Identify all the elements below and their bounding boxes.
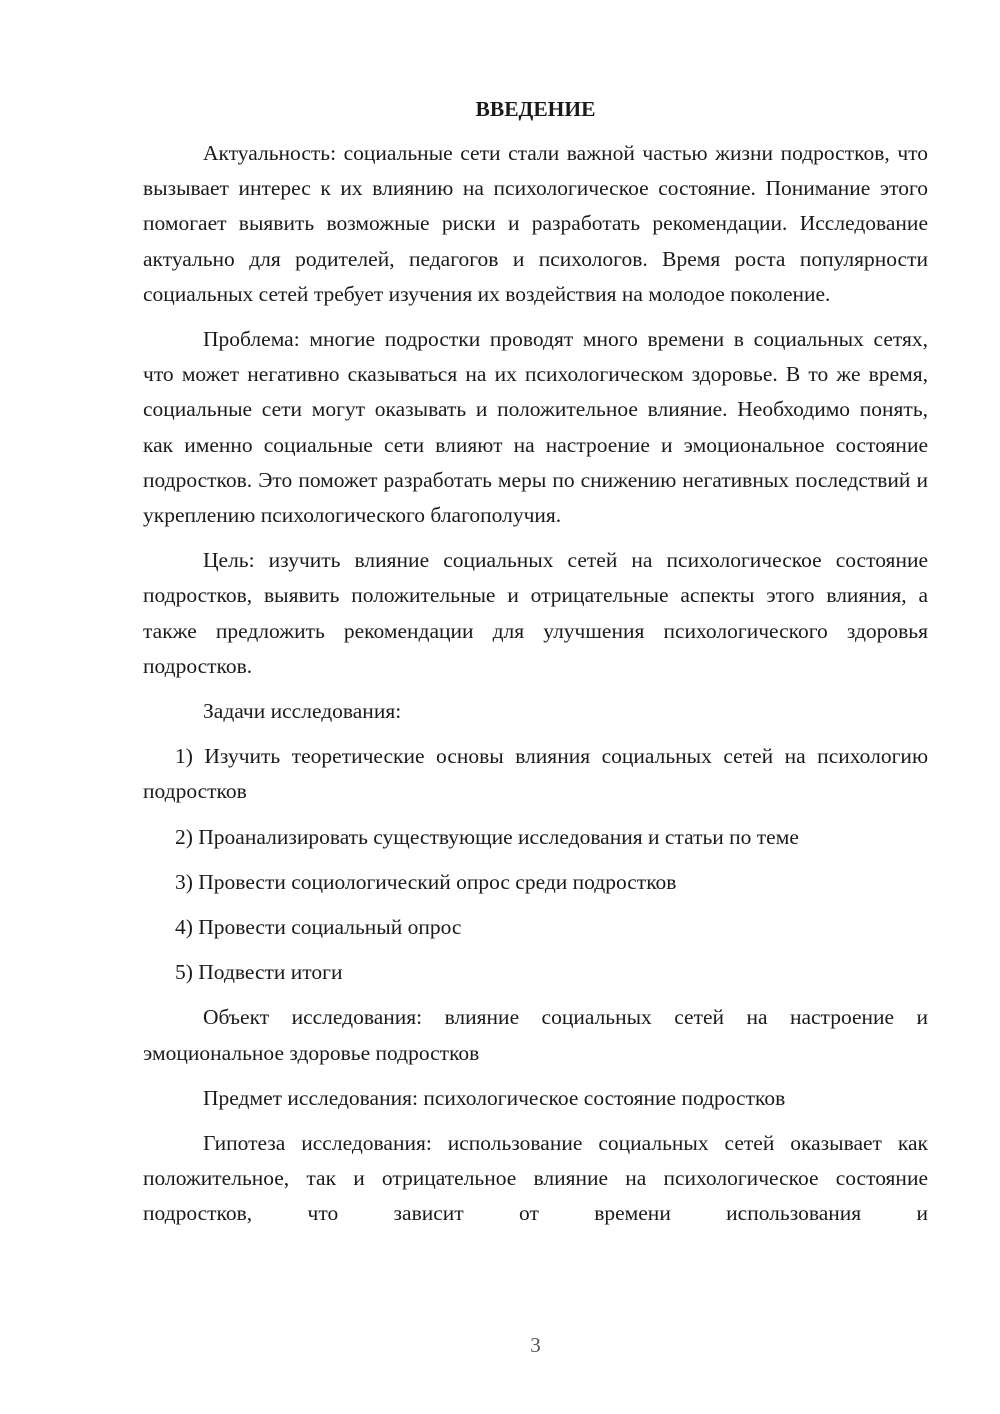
subject-paragraph: Предмет исследования: психологическое состояние подростков	[203, 1085, 786, 1110]
object-paragraph: Объект исследования: влияние социальных сетей на настроение и эмоциональное здоровье подростков	[143, 1005, 928, 1065]
page-number: 3	[530, 1333, 541, 1357]
task-item-2: 2) Проанализировать существующие исследования и статьи по теме	[175, 824, 799, 849]
task-item-3: 3) Провести социологический опрос среди подростков	[175, 869, 677, 894]
task-item-1: 1) Изучить теоретические основы влияния социальных сетей на психологию подростков	[143, 744, 928, 804]
task-item-5: 5) Подвести итоги	[175, 960, 343, 985]
tasks-label: Задачи исследования:	[203, 699, 402, 724]
goal-paragraph: Цель: изучить влияние социальных сетей на психологическое состояние подростков, выявить положительные и отрицательные аспекты этого влияния, а также предложить рекомендации для улучшения психологического здоровья подростков.	[143, 548, 928, 678]
relevance-paragraph: Актуальность: социальные сети стали важной частью жизни подростков, что вызывает интерес к их влиянию на психологическое состояние. Понимание этого помогает выявить возможные риски и разработать рекомендации. Исследование актуально для родителей, педагогов и психологов. Время роста популярности социальных сетей требует изучения их воздействия на молодое поколение.	[143, 141, 928, 306]
document-page	[143, 94, 928, 1242]
page-title: ВВЕДЕНИЕ	[475, 97, 596, 121]
problem-paragraph: Проблема: многие подростки проводят много времени в социальных сетях, что может негативно сказываться на их психологическом здоровье. В то же время, социальные сети могут оказывать и положительное влияние. Необходимо понять, как именно социальные сети влияют на настроение и эмоциональное состояние подростков. Это поможет разработать меры по снижению негативных последствий и укреплению психологического благополучия.	[143, 327, 928, 528]
task-item-4: 4) Провести социальный опрос	[175, 915, 462, 940]
hypothesis-paragraph: Гипотеза исследования: использование социальных сетей оказывает как положительное, так и отрицательное влияние на психологическое состояние подростков, что зависит от времени использования и	[143, 1131, 928, 1226]
